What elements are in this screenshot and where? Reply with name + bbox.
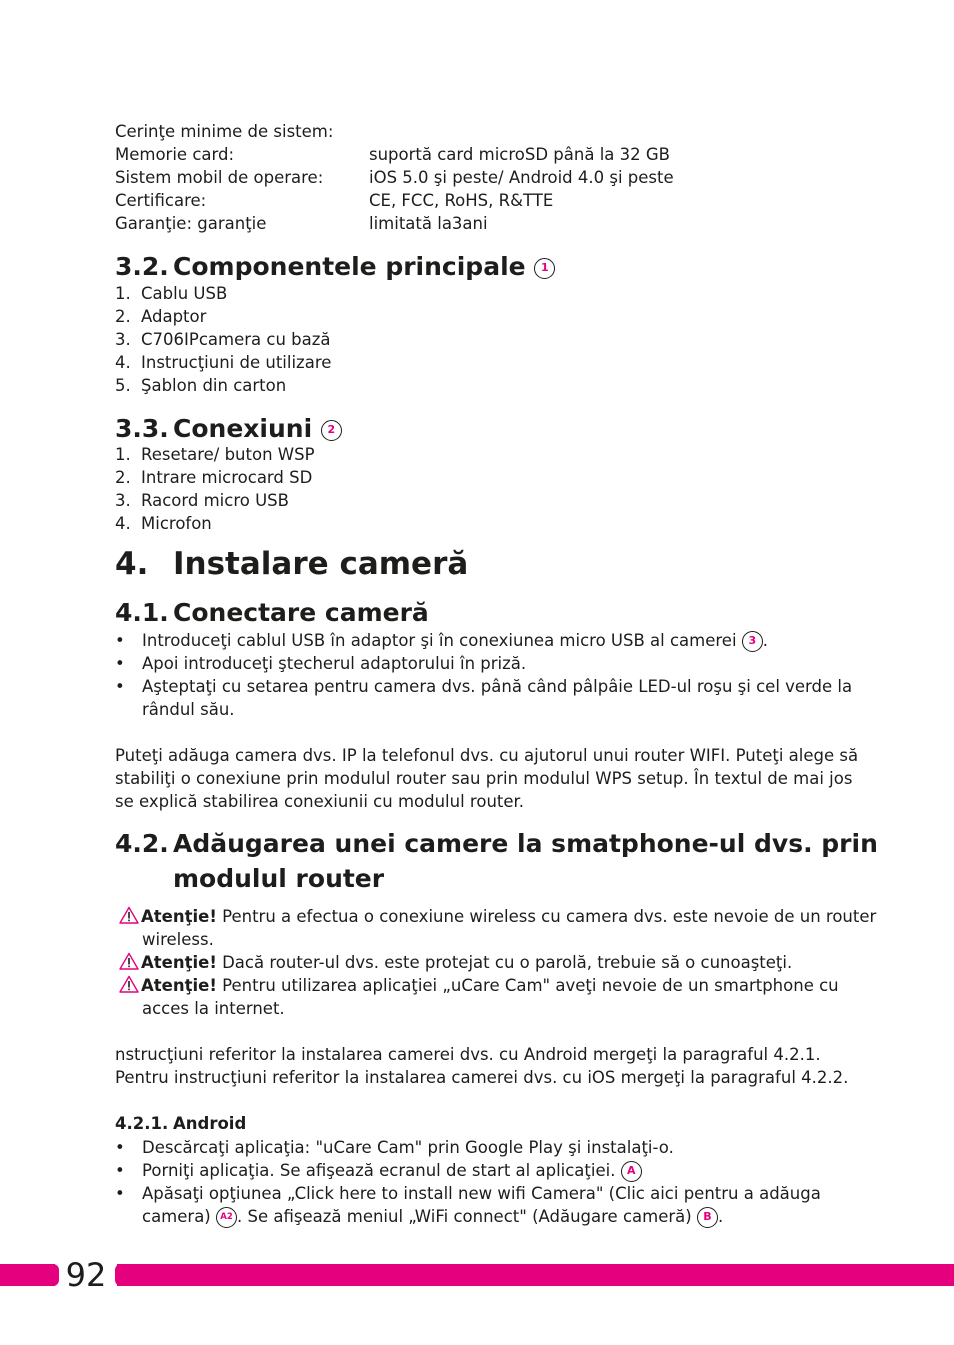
chapter-number: 4. — [115, 546, 149, 582]
bullet-text: camera) — [142, 1207, 211, 1226]
spec-label: Memorie card: — [115, 145, 235, 164]
bullet-text-end: . — [717, 1207, 724, 1226]
warning-label: Atenţie! — [141, 907, 217, 926]
paragraph-line: Pentru instrucţiuni referitor la instalarea camerei dvs. cu iOS mergeţi la paragraful 4.2.2. — [115, 1068, 849, 1087]
bullet-text: Apoi introduceţi ştecherul adaptorului în priză. — [142, 654, 527, 673]
spec-label: Garanţie: garanţie — [115, 214, 267, 233]
list-text: Cablu USB — [141, 284, 228, 303]
bullet-dot: • — [115, 1184, 125, 1203]
subsection-title: Android — [173, 1114, 247, 1133]
list-text: Şablon din carton — [141, 376, 287, 395]
section-title: Componentele principale — [173, 252, 526, 281]
section-title-line — [173, 414, 342, 444]
paragraph-line: Puteţi adăuga camera dvs. IP la telefonul dvs. cu ajutorul unui router WIFI. Puteţi alege să — [115, 746, 859, 765]
list-item — [115, 282, 228, 305]
page-number: 92 — [65, 1256, 107, 1294]
page-number-bracket-right — [115, 1264, 121, 1286]
list-item — [115, 489, 289, 512]
list-number: 3. — [115, 491, 131, 510]
chapter-title: Instalare cameră — [173, 546, 469, 582]
list-number: 4. — [115, 353, 131, 372]
list-text: Intrare microcard SD — [141, 468, 313, 487]
bullet-item — [115, 675, 853, 698]
bullet-item — [115, 629, 769, 652]
section-number: 3.3. — [115, 414, 169, 443]
spec-value: CE, FCC, RoHS, R&TTE — [369, 191, 554, 210]
list-number: 2. — [115, 468, 131, 487]
bullet-item — [115, 1182, 821, 1205]
callout-badge: A2 — [216, 1207, 237, 1228]
list-item — [115, 328, 331, 351]
bullet-dot: • — [115, 1161, 125, 1180]
callout-badge: B — [697, 1207, 718, 1228]
warning-item — [119, 951, 792, 974]
spec-value: suportă card microSD până la 32 GB — [369, 145, 670, 164]
specs-heading: Cerinţe minime de sistem: — [115, 122, 334, 141]
section-heading-3-3 — [115, 414, 336, 444]
bullet-text-continuation — [142, 1205, 723, 1228]
section-heading-3-2 — [115, 252, 549, 282]
list-item — [115, 305, 207, 328]
bullet-text-continuation: rândul său. — [142, 700, 235, 719]
chapter-heading-4 — [115, 545, 469, 583]
section-title: Conectare cameră — [173, 598, 429, 627]
section-title-continuation: modulul router — [173, 864, 385, 893]
warning-triangle-icon — [119, 975, 139, 993]
list-text: Racord micro USB — [141, 491, 289, 510]
section-title: Conexiuni — [173, 414, 313, 443]
list-number: 5. — [115, 376, 131, 395]
bullet-dot: • — [115, 654, 125, 673]
list-number: 1. — [115, 284, 131, 303]
list-number: 3. — [115, 330, 131, 349]
bullet-item — [115, 652, 527, 675]
list-text: Adaptor — [141, 307, 207, 326]
list-number: 2. — [115, 307, 131, 326]
section-title: Adăugarea unei camere la smatphone-ul dvs. prin — [173, 829, 878, 858]
spec-value: limitată la3ani — [369, 214, 488, 233]
callout-badge: A — [621, 1161, 642, 1182]
callout-badge: 1 — [534, 258, 555, 279]
warning-label: Atenţie! — [141, 953, 217, 972]
warning-item — [119, 905, 876, 928]
list-item — [115, 443, 315, 466]
warning-label: Atenţie! — [141, 976, 217, 995]
paragraph-line: stabiliţi o conexiune prin modulul router sau prin modulul WPS setup. În textul de mai jos — [115, 769, 853, 788]
section-number: 3.2. — [115, 252, 169, 281]
list-number: 1. — [115, 445, 131, 464]
bullet-text-line — [142, 1159, 642, 1182]
list-item — [115, 351, 332, 374]
warning-triangle-icon — [119, 906, 139, 924]
warning-text-continuation: wireless. — [142, 930, 214, 949]
list-text: Microfon — [141, 514, 212, 533]
list-item — [115, 466, 313, 489]
bullet-dot: • — [115, 677, 125, 696]
list-item — [115, 512, 212, 535]
paragraph-line: nstrucţiuni referitor la instalarea camerei dvs. cu Android mergeţi la paragraful 4.2.1. — [115, 1045, 821, 1064]
list-item — [115, 374, 287, 397]
warning-text: Dacă router-ul dvs. este protejat cu o parolă, trebuie să o cunoaşteţi. — [216, 953, 793, 972]
list-text: C706IPcamera cu bază — [141, 330, 331, 349]
bullet-item — [115, 1136, 674, 1159]
warning-triangle-icon — [119, 952, 139, 970]
section-heading-4-2 — [115, 829, 878, 859]
subsection-number: 4.2.1. — [115, 1114, 169, 1133]
section-heading-4-1 — [115, 598, 429, 628]
bullet-text: Porniţi aplicaţia. Se afişează ecranul de start al aplicaţiei. — [142, 1161, 616, 1180]
section-title-line — [173, 252, 555, 282]
callout-badge: 3 — [742, 631, 763, 652]
page-number-bracket-left — [53, 1264, 59, 1286]
bullet-dot: • — [115, 631, 125, 650]
section-number: 4.1. — [115, 598, 169, 627]
warning-text-continuation: acces la internet. — [142, 999, 285, 1018]
subsection-heading-4-2-1 — [115, 1112, 247, 1135]
bullet-dot: • — [115, 1138, 125, 1157]
spec-label: Certificare: — [115, 191, 207, 210]
bullet-item — [115, 1159, 636, 1182]
bullet-text: . Se afişează meniul „WiFi connect" (Adăugare cameră) — [237, 1207, 692, 1226]
section-number: 4.2. — [115, 829, 169, 858]
bullet-text: Apăsaţi opţiunea „Click here to install new wifi Camera" (Clic aici pentru a adăuga — [142, 1184, 821, 1203]
warning-item — [119, 974, 839, 997]
bullet-text-end: . — [762, 631, 769, 650]
footer-bar — [0, 1264, 954, 1286]
callout-badge: 2 — [321, 420, 342, 441]
list-text: Instrucţiuni de utilizare — [141, 353, 332, 372]
warning-text: Pentru a efectua o conexiune wireless cu camera dvs. este nevoie de un router — [216, 907, 877, 926]
bullet-text: Descărcaţi aplicaţia: "uCare Cam" prin Google Play şi instalaţi-o. — [142, 1138, 674, 1157]
paragraph-line: se explică stabilirea conexiunii cu modulul router. — [115, 792, 525, 811]
list-number: 4. — [115, 514, 131, 533]
bullet-text: Introduceţi cablul USB în adaptor şi în conexiunea micro USB al camerei — [142, 631, 737, 650]
spec-value: iOS 5.0 şi peste/ Android 4.0 şi peste — [369, 168, 674, 187]
spec-label: Sistem mobil de operare: — [115, 168, 324, 187]
bullet-text-line — [142, 629, 768, 652]
bullet-text: Aşteptaţi cu setarea pentru camera dvs. până când pâlpâie LED-ul roşu şi cel verde la — [142, 677, 853, 696]
list-text: Resetare/ buton WSP — [141, 445, 315, 464]
warning-text: Pentru utilizarea aplicaţiei „uCare Cam" aveţi nevoie de un smartphone cu — [216, 976, 839, 995]
